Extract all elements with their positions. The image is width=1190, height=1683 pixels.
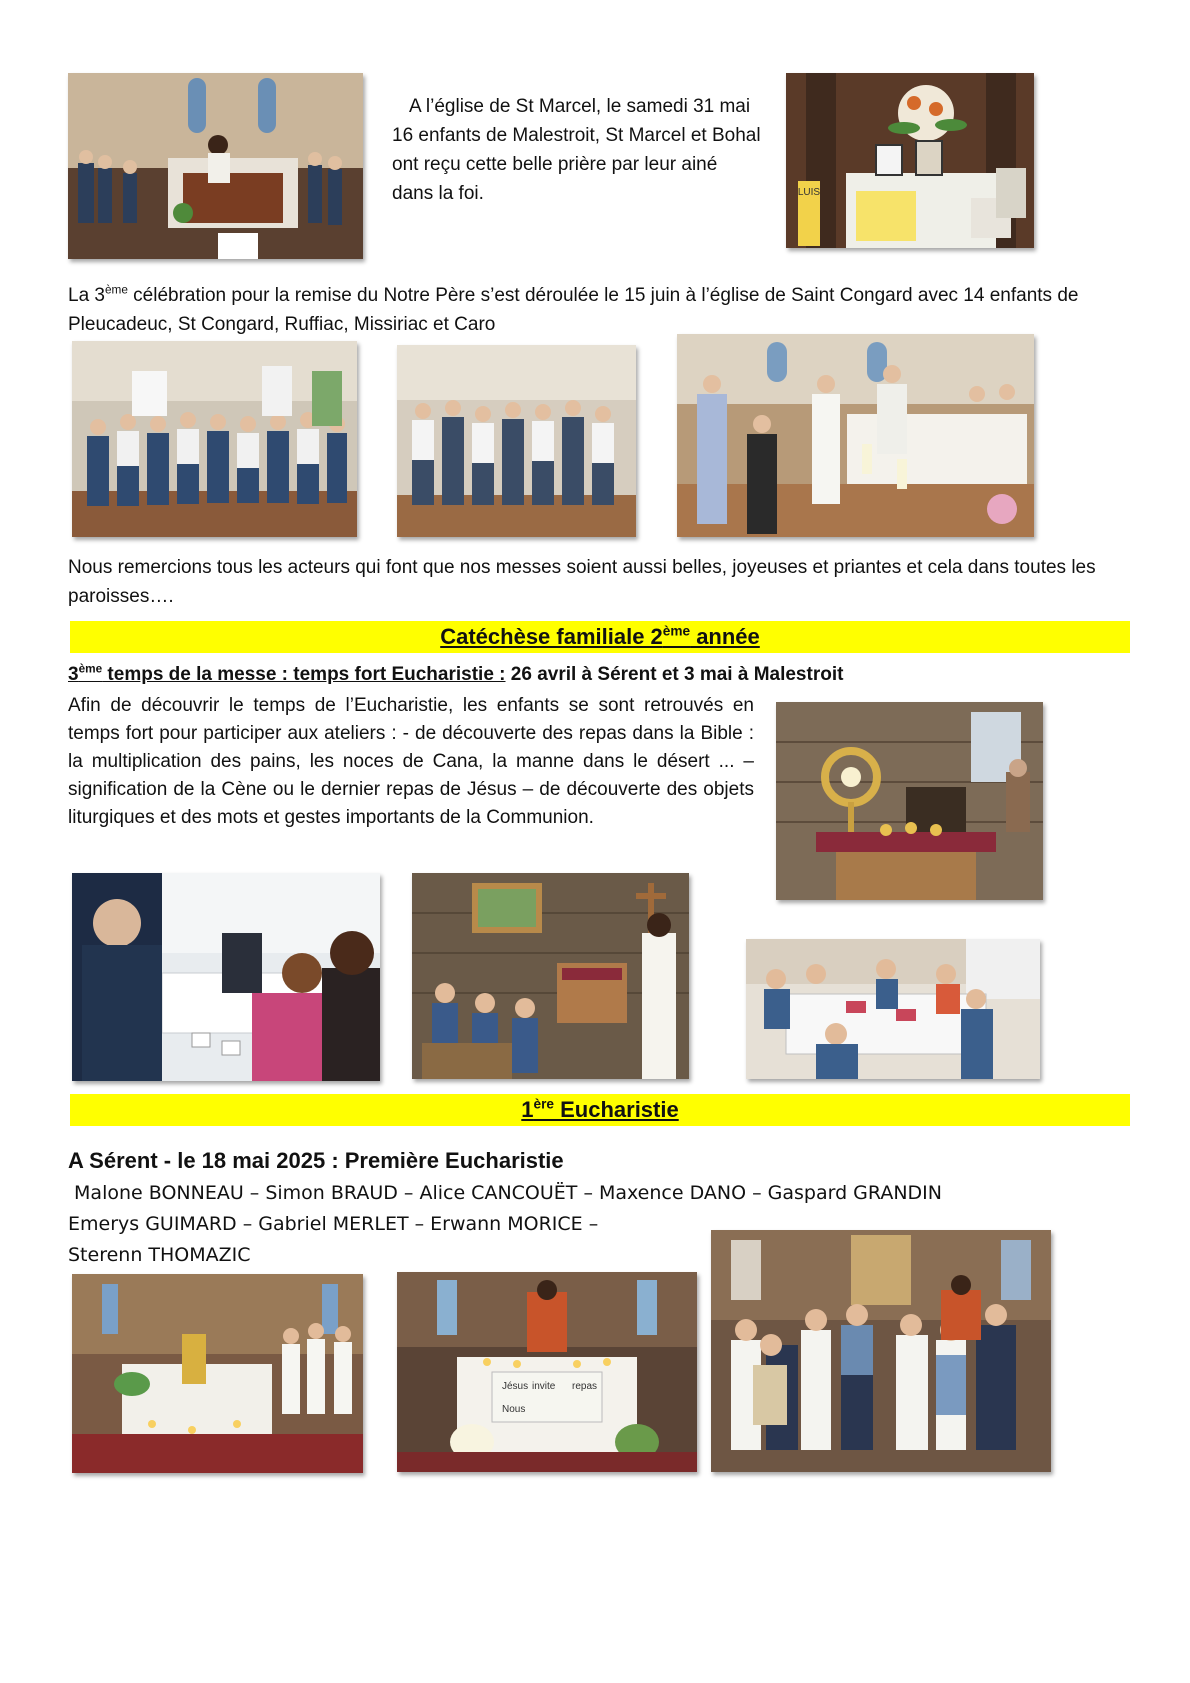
band-title-start: Catéchèse familiale 2 [440,624,663,649]
intro-paragraph [392,92,762,208]
names-line-1: Malone BONNEAU – Simon BRAUD – Alice CANCOUËT – Maxence DANO – Gaspard GRANDIN [68,1182,942,1204]
band2-title-end: Eucharistie [554,1097,679,1122]
thanks-text: Nous remercions tous les acteurs qui font que nos messes soient aussi belles, joyeuses et priantes et cela dans toutes les paroisses…. [68,557,1096,607]
photo-priest-children [412,873,689,1079]
subtitle-rest: 26 avril à Sérent et 3 mai à Malestroit [505,664,844,685]
band-title-eucharistie [521,1097,678,1122]
photo-monstrance-altar [776,702,1043,900]
names-line-2: Emerys GUIMARD – Gabriel MERLET – Erwann MORICE – [68,1213,599,1235]
band2-sup: ère [533,1096,554,1112]
saint-congard-sup: ème [104,283,128,297]
band2-num: 1 [521,1097,534,1122]
photo-serent-altar-2 [397,1272,697,1472]
photo-workshop-table-1 [72,873,380,1081]
photo-congard-altar [677,334,1034,537]
subtitle-underlined [68,664,506,685]
intro-text: A l’église de St Marcel, le samedi 31 mai 16 enfants de Malestroit, St Marcel et Bohal ont reçu cette belle prière par leur ainé dans la foi. [392,96,761,204]
saint-congard-text-start: La 3 [68,285,105,306]
photo-serent-altar-1 [72,1274,363,1473]
saint-congard-paragraph [68,281,1128,339]
photo-congard-group-1 [72,341,357,537]
photo-st-marcel-church [68,73,363,259]
subtitle-sup: ème [78,662,103,676]
band-title-catechese [440,624,760,649]
banner-word-1: Jésus [502,1381,529,1392]
subtitle-num: 3 [68,664,79,685]
subtitle-underlined-text: temps de la messe : temps fort Eucharistie : [102,664,506,685]
banner-word-4: Nous [502,1404,526,1415]
band-title-end: année [690,624,760,649]
banner-word-2: invite [532,1381,556,1392]
photo-altar-display [786,73,1034,248]
names-line-3: Sterenn THOMAZIC [68,1244,251,1266]
thanks-paragraph [68,553,1128,611]
saint-congard-text-end: célébration pour la remise du Notre Père s’est déroulée le 15 juin à l’église de Saint Congard avec 14 enfants de Pleucadeuc, St Congard, Ruffiac, Missiriac et Caro [68,285,1079,335]
eucharist-text: Afin de découvrir le temps de l’Eucharistie, les enfants se sont retrouvés en temps fort pour participer aux ateliers : - de découverte des repas dans la Bible : la multiplication des pains, les noces de Cana, la manne dans le désert ... – signification de la Cène ou le dernier repas de Jésus – de découverte des objets liturgiques et des mots et gestes importants de la Communion. [68,695,754,828]
section-band-catechese [70,621,1130,653]
band-title-sup: ème [662,623,691,639]
sign-letters: LUIS [797,187,821,198]
photo-workshop-table-2 [746,939,1040,1079]
subtitle-temps-fort [68,661,1128,689]
banner-word-3: repas [572,1381,598,1392]
photo-congard-group-2 [397,345,636,537]
photo-serent-children-group [711,1230,1051,1472]
eucharist-paragraph [68,692,754,832]
section-band-eucharistie [70,1094,1130,1126]
serent-heading: A Sérent - le 18 mai 2025 : Première Eucharistie [68,1148,564,1173]
